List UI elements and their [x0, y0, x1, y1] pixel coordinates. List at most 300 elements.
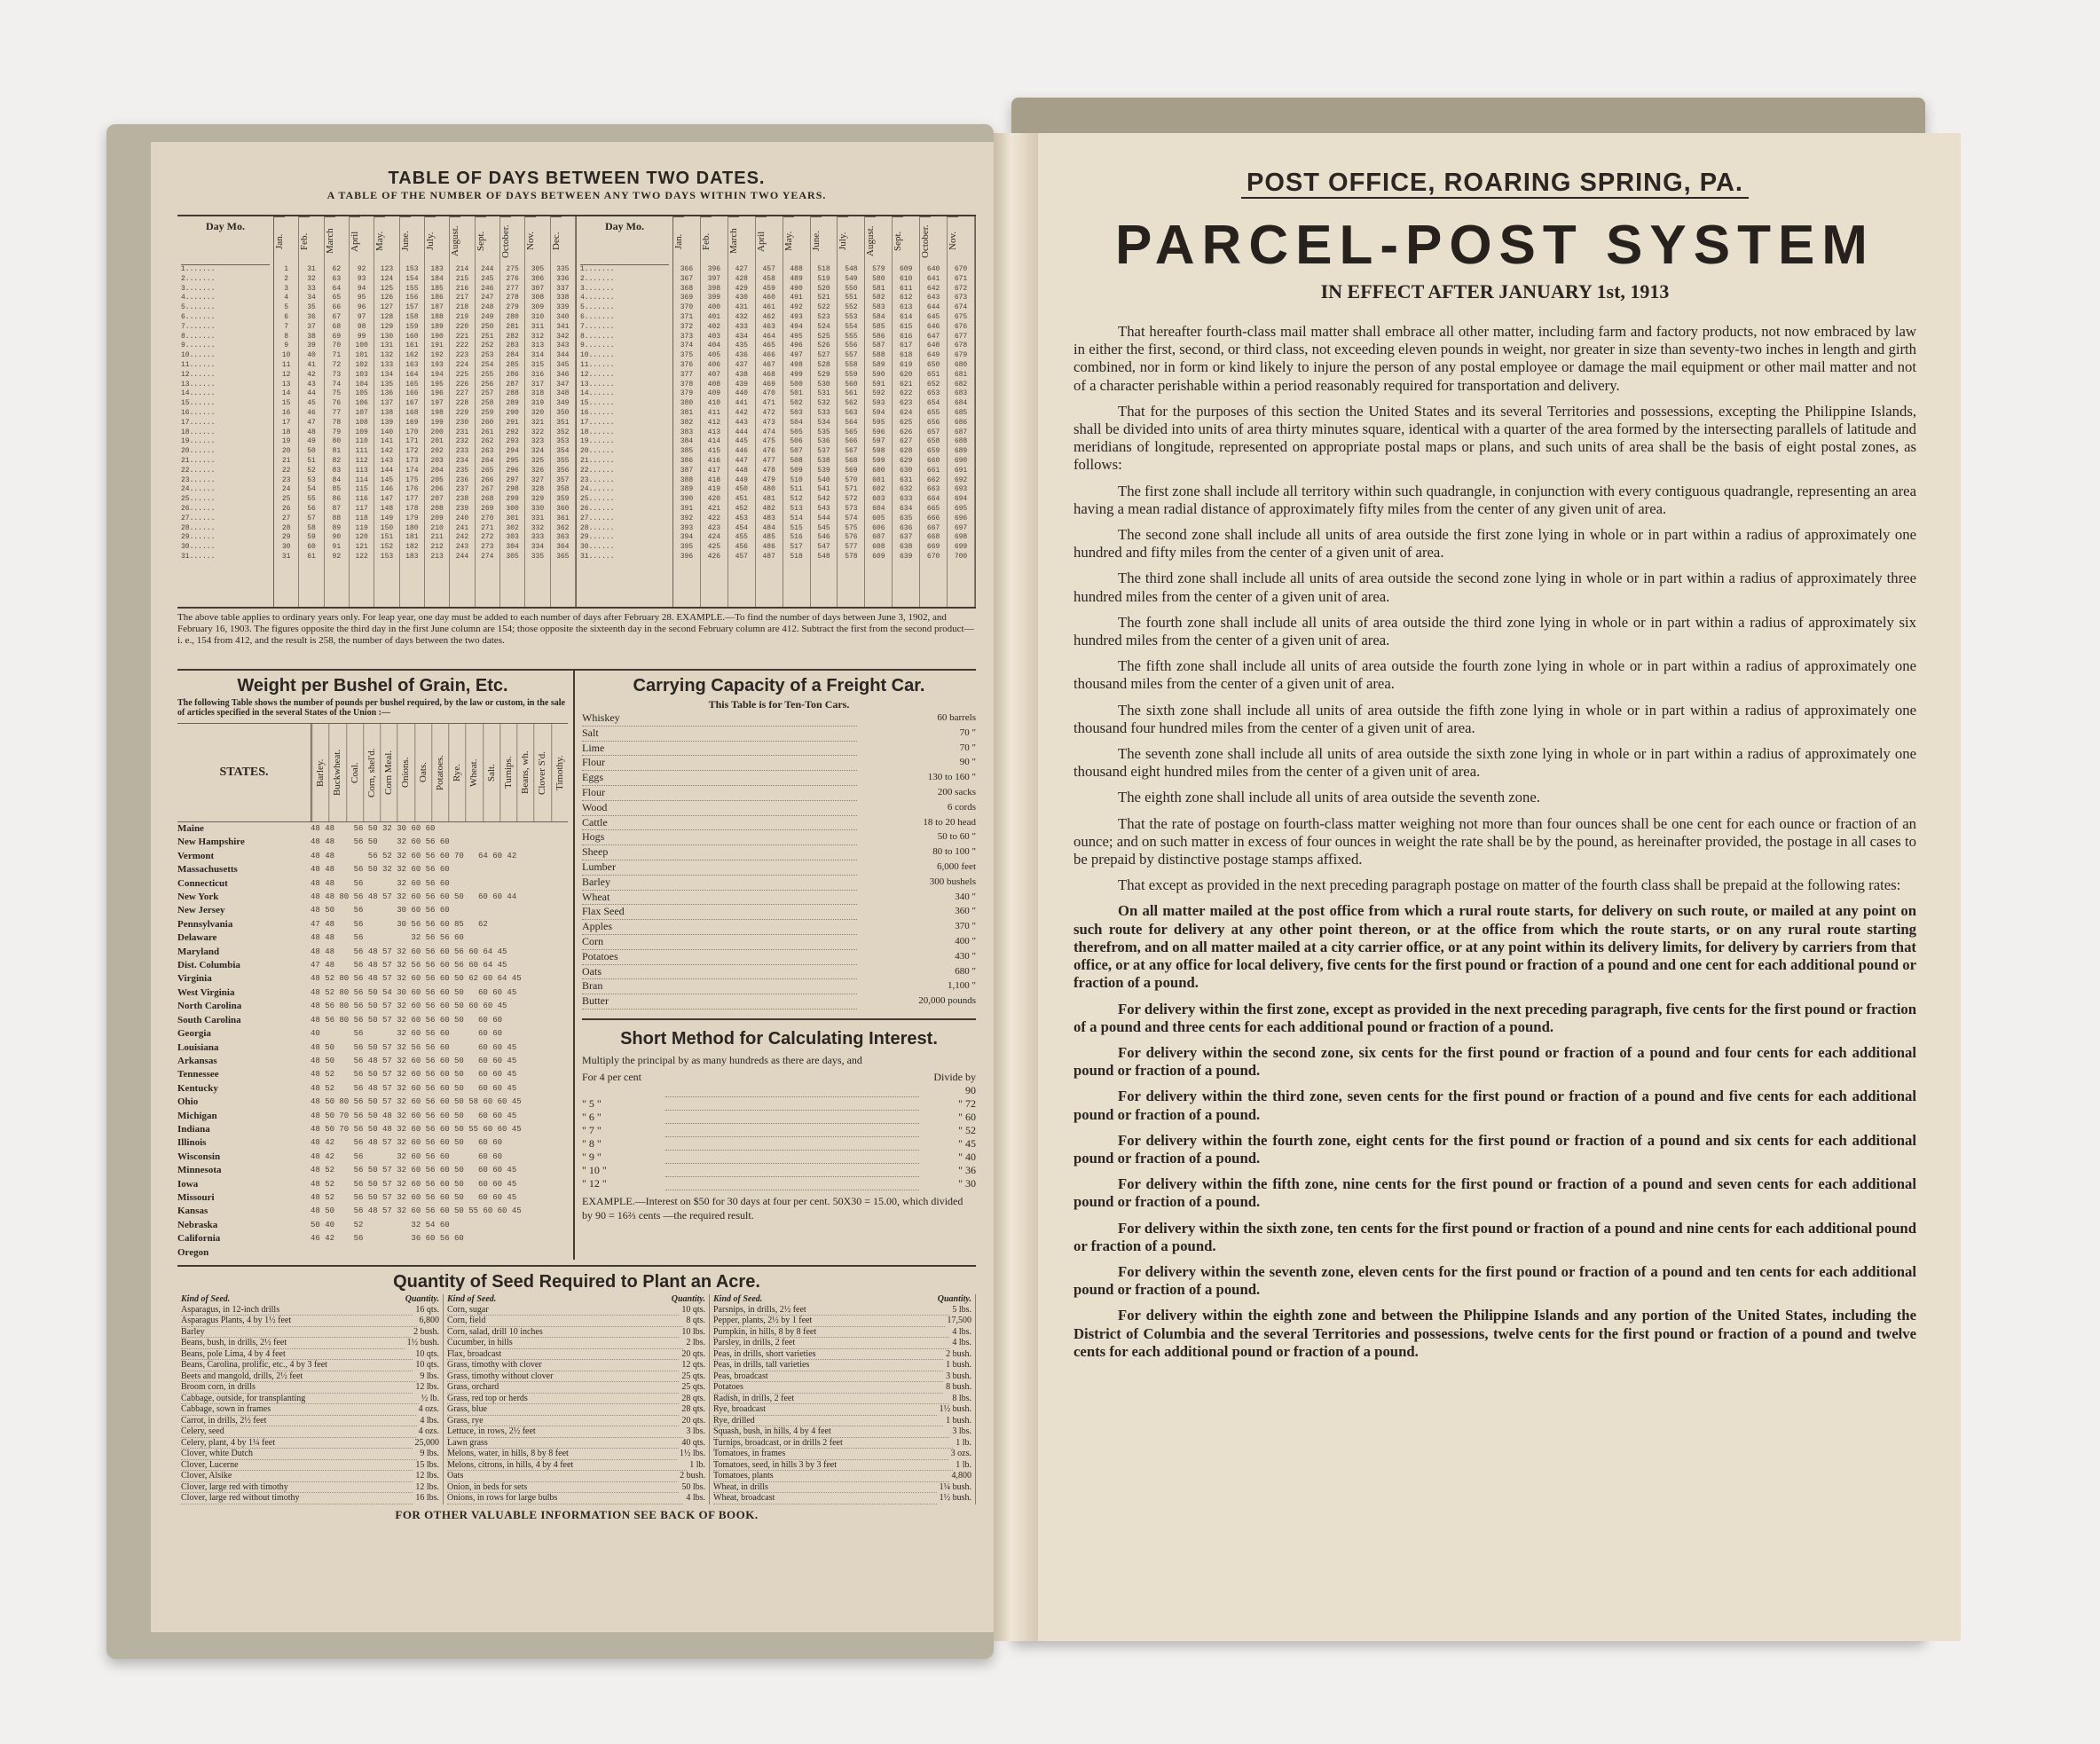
month-values: 335 336 337 338 339 340 341 342 343 344 345 346 347 348 349 350 351 352 353 354 355 356 357 358 359 360 361 362 363 364 365: [556, 265, 570, 561]
seed-qty: 10 qts.: [415, 1348, 439, 1359]
freight-qty: 130 to 160 ": [927, 772, 976, 783]
seed-qty: 4 lbs.: [952, 1326, 971, 1337]
state-name: West Virginia: [177, 986, 235, 998]
seed-qty: 1½ bush.: [939, 1493, 971, 1503]
seed-qty: 28 qts.: [681, 1393, 705, 1403]
body-paragraph: The eighth zone shall include all units of area outside the seventh zone.: [1118, 789, 1540, 806]
seed-row: [447, 1338, 705, 1349]
seed-row: [447, 1460, 705, 1472]
state-list: [177, 822, 568, 1260]
seed-kind: Beets and mangold, drills, 2½ feet: [181, 1371, 417, 1383]
month-column: [551, 216, 576, 607]
seed-kind: Corn, sugar: [447, 1305, 679, 1316]
interest-divisor: " 60: [958, 1110, 976, 1123]
seed-row: [713, 1471, 971, 1482]
freight-qty: 6,000 feet: [937, 860, 976, 872]
month-header: June.: [400, 216, 411, 265]
freight-item: Salt: [582, 727, 857, 742]
grain-column-header: Salt.: [483, 724, 499, 821]
grain-column-header: Potatoes.: [431, 724, 448, 821]
freight-qty: 6 cords: [947, 801, 976, 813]
month-header: Jan.: [673, 216, 684, 265]
seed-qty-header: Quantity.: [405, 1294, 439, 1304]
seed-kind: Onion, in beds for sets: [447, 1482, 679, 1494]
leader-dots: [665, 1151, 919, 1164]
interest-example: EXAMPLE.—Interest on $50 for 30 days at four per cent. 50X30 = 15.00, which divided by 90 = 16⅔ cents —the required result.: [582, 1194, 963, 1222]
grain-header: [177, 723, 568, 822]
rate-paragraph: For delivery within the eighth zone and between the Philippine Islands and any portion of the United States, including the District of Columbia and the several Territories and possessions, twelve cents for the first pound or fraction of a pound and twelve cents for each additional pound or fraction of a pound.: [1074, 1307, 1916, 1360]
seed-row: [181, 1471, 439, 1482]
seed-row: [713, 1460, 971, 1472]
interest-rate: " 6 ": [582, 1110, 602, 1123]
seed-kind: Onions, in rows for large bulbs: [447, 1493, 683, 1504]
interest-divisor: Divide by 90: [933, 1070, 976, 1096]
interest-row: [582, 1124, 976, 1137]
seed-kind: Clover, white Dutch: [181, 1449, 417, 1460]
seed-kind: Peas, in drills, short varieties: [713, 1349, 943, 1361]
freight-item: Potatoes: [582, 950, 857, 965]
freight-qty: 18 to 20 head: [923, 816, 976, 828]
grain-column-header: Buckwheat.: [328, 724, 345, 821]
interest-row: [582, 1151, 976, 1164]
seed-kind: Melons, water, in hills, 8 by 8 feet: [447, 1449, 677, 1460]
grain-column-header: Wheat.: [465, 724, 482, 821]
seed-qty: 10 qts.: [681, 1304, 705, 1315]
month-column: [450, 216, 475, 607]
left-footer: FOR OTHER VALUABLE INFORMATION SEE BACK OF BOOK.: [395, 1507, 759, 1521]
page-title: PARCEL-POST SYSTEM: [1115, 215, 1875, 276]
interest-row: [582, 1111, 976, 1124]
state-name: Kentucky: [177, 1082, 218, 1094]
seed-qty: 2 bush.: [946, 1348, 971, 1359]
interest-rate: For 4 per cent: [582, 1070, 641, 1083]
month-header: Feb.: [701, 216, 712, 265]
seed-kind: Pumpkin, in hills, 8 by 8 feet: [713, 1327, 949, 1339]
days-table-left: [177, 216, 577, 607]
seed-title: Quantity of Seed Required to Plant an Acre.: [393, 1272, 760, 1292]
month-column: [350, 216, 374, 607]
month-columns-left: [274, 216, 576, 607]
seed-qty: 3 bush.: [946, 1371, 971, 1381]
state-name: Vermont: [177, 850, 215, 861]
seed-kind: Asparagus Plants, 4 by 1½ feet: [181, 1316, 417, 1327]
seed-qty: 25 qts.: [681, 1382, 705, 1392]
freight-item: Hogs: [582, 830, 857, 845]
seed-row: [447, 1416, 705, 1427]
freight-row: [582, 786, 976, 801]
seed-qty: 2 bush.: [413, 1326, 439, 1337]
rate-paragraph: For delivery within the second zone, six cents for the first pound or fraction of a pound and four cents for each additional pound or fraction of a pound.: [1074, 1043, 1916, 1080]
seed-row: [181, 1338, 439, 1349]
interest-divisor: " 40: [958, 1150, 976, 1163]
freight-row: [582, 891, 976, 906]
body-paragraph: The seventh zone shall include all units of area outside the sixth zone lying in whole or in part within a radius of approximately one thousand eight hundred miles from the center of a given unit of area.: [1074, 745, 1916, 781]
seed-qty: 4 lbs.: [952, 1338, 971, 1347]
seed-row: [713, 1416, 971, 1427]
seed-row: [713, 1404, 971, 1416]
seed-qty: 25 qts.: [681, 1371, 705, 1381]
grain-column-header: Corn Meal.: [380, 724, 397, 821]
seed-kind: Rye, broadcast: [713, 1404, 937, 1416]
seed-qty: 15 lbs.: [415, 1459, 439, 1470]
freight-qty: 400 ": [955, 935, 976, 947]
seed-qty: 3 lbs.: [952, 1426, 971, 1436]
days-table-title: TABLE OF DAYS BETWEEN TWO DATES.: [388, 169, 766, 188]
effective-date: IN EFFECT AFTER JANUARY 1st, 1913: [1320, 280, 1670, 302]
post-office-header-text: POST OFFICE, ROARING SPRING, PA.: [1241, 169, 1749, 199]
seed-row: [447, 1327, 705, 1339]
seed-qty: 40 qts.: [681, 1437, 705, 1448]
seed-kind: Carrot, in drills, 2½ feet: [181, 1416, 417, 1427]
seed-row: [447, 1316, 705, 1327]
month-column: [274, 216, 299, 607]
seed-row: [447, 1305, 705, 1316]
seed-column-header: [447, 1294, 705, 1305]
month-values: 214 215 216 217 218 219 220 221 222 223 224 225 226 227 228 229 230 231 232 233 234 235 236 237 238 239 240 241 242 243 244: [455, 265, 469, 561]
day-column: [577, 216, 673, 607]
freight-item: Flour: [582, 756, 857, 771]
freight-item: Wood: [582, 801, 857, 816]
seed-qty: 1 lb.: [956, 1437, 971, 1448]
month-values: 518 519 520 521 522 523 524 525 526 527 528 529 530 531 532 533 534 535 536 537 538 539 540 541 542 543 544 545 546 547 548: [817, 265, 830, 561]
seed-kind: Potatoes: [713, 1382, 943, 1394]
freight-item: Wheat: [582, 891, 857, 906]
month-header: Feb.: [299, 216, 310, 265]
freight-row: [582, 845, 976, 860]
interest-rate: " 9 ": [582, 1150, 602, 1163]
state-name: Illinois: [177, 1137, 207, 1149]
seed-kind: Grass, timothy with clover: [447, 1360, 679, 1371]
month-header: Sept.: [893, 216, 903, 265]
body-paragraph: The fifth zone shall include all units of area outside the fourth zone lying in whole or in part within a radius of approximately one thousand miles from the center of a given unit of area.: [1074, 657, 1916, 693]
freight-item: Lumber: [582, 860, 857, 876]
seed-qty: 12 lbs.: [415, 1481, 439, 1492]
month-values: 609 610 611 612 613 614 615 616 617 618 619 620 621 622 623 624 625 626 627 628 629 630 631 632 633 634 635 636 637 638 639: [900, 265, 913, 561]
seed-row: [181, 1493, 439, 1504]
freight-qty: 1,100 ": [948, 980, 976, 992]
seed-qty: 12 qts.: [681, 1360, 705, 1370]
rate-paragraph: For delivery within the fourth zone, eight cents for the first pound or fraction of a pound and six cents for each additional pound or fraction of a pound.: [1074, 1131, 1916, 1167]
state-name: Iowa: [177, 1178, 199, 1190]
interest-rate: " 12 ": [582, 1176, 607, 1190]
state-name: Pennsylvania: [177, 918, 233, 930]
month-values: 62 63 64 65 66 67 68 69 70 71 72 73 74 75 76 77 78 79 80 81 82 83 84 85 86 87 88 89 90 91 92: [332, 265, 342, 561]
seed-qty: 50 lbs.: [681, 1481, 705, 1492]
seed-qty: 20 qts.: [681, 1415, 705, 1426]
seed-row: [447, 1493, 705, 1504]
seed-row: [181, 1394, 439, 1405]
freight-qty: 50 to 60 ": [937, 831, 976, 843]
seed-kind: Grass, timothy without clover: [447, 1371, 679, 1383]
month-header: August.: [865, 216, 876, 265]
seed-qty: 4 ozs.: [418, 1404, 439, 1414]
leader-dots: [665, 1124, 919, 1137]
state-name: Ohio: [177, 1096, 199, 1108]
seed-row: [713, 1360, 971, 1371]
seed-row: [181, 1316, 439, 1327]
seed-row: [447, 1394, 705, 1405]
freight-row: [582, 994, 976, 1009]
freight-subtitle: This Table is for Ten-Ton Cars.: [708, 698, 850, 711]
month-column: [525, 216, 550, 607]
grain-title: Weight per Bushel of Grain, Etc.: [237, 676, 508, 695]
interest-rate: " 8 ": [582, 1136, 602, 1150]
month-column: [811, 216, 838, 607]
seed-kind: Cabbage, sown in frames: [181, 1404, 416, 1416]
seed-kind: Lawn grass: [447, 1438, 679, 1449]
freight-qty: 340 ": [955, 891, 976, 902]
grain-column-header: Timothy.: [551, 724, 568, 821]
seed-row: [447, 1360, 705, 1371]
state-name: Missouri: [177, 1191, 215, 1203]
freight-item: Cattle: [582, 816, 857, 831]
month-values: 548 549 550 551 552 553 554 555 556 557 558 559 560 561 562 563 564 565 566 567 568 569 570 571 572 573 574 575 576 577 578: [845, 265, 858, 561]
state-name: Wisconsin: [177, 1151, 221, 1162]
seed-kind: Wheat, broadcast: [713, 1493, 937, 1504]
state-name: Louisiana: [177, 1041, 219, 1053]
seed-row: [447, 1404, 705, 1416]
seed-qty: 17,500: [947, 1316, 971, 1325]
freight-row: [582, 979, 976, 994]
freight-item: Bran: [582, 979, 857, 994]
open-book: [106, 98, 1925, 1659]
month-values: 488 489 490 491 492 493 494 495 496 497 498 499 500 501 502 503 504 505 506 507 508 509 510 511 512 513 514 515 516 517 518: [790, 265, 803, 561]
grain-column-header: Rye.: [448, 724, 465, 821]
seed-qty: 20 qts.: [681, 1348, 705, 1359]
month-values: 244 245 246 247 248 249 250 251 252 253 254 255 256 257 258 259 260 261 262 263 264 265 266 267 268 269 270 271 272 273 274: [481, 265, 494, 561]
state-values: 48 48 56 50 32 30 60 60 48 48 56 50 32 60 56 60 48 48 56 52 32 60 56 60 70 64 60 42 48 48 56 50 32 32 60 56 60 48 48 56 32 60 56 60 48 48 80 56 48 57 32 60 56 60 50 60 60 44 48 50 56 30 60 56 60 47 48 56 30 56 56 60 85 62 48 48 56 32 56 56 60 48 48 56 48 57 32 60 56 60 56 60 64 45 47 48 56 48 57 32 56 56 60 56 60 64 45 48 52 80 56 48 57 32 60 56 60 50 62 60 64 45 48 52 80 56 50 54 30 60 56 60 50 60 60 45 48 56 80 56 50 57 32 60 56 60 50 60 60 45 48 56 80 56 50 57 32 60 56 60 50 60 60 40 56 32 60 56 60 60 60 48 50 56 50 57 32 56 56 60 60 60 45 48 50 56 48 57 32 60 56 60 50 60 60 45 48 52 56 50 57 32 60 56 60 50 60 60 45 48 52 56 48 57 32 60 56 60 50 60 60 45 48 50 80 56 50 57 32 60 56 60 50 58 60 60 45 48 50 70 56 50 48 32 60 56 60 50 60 60 45 48 50 70 56 50 48 32 60 56 60 50 55 60 60 45 48 42 56 48 57 32 60 56 60 50 60 60 48 42 56 32 60 56 60 60 60 48 52 56 50 57 32 60 56 60 50 60 60 45 48 52 56 50 57 32 60 56 60 50 60 60 45 48 52 56 50 57 32 60 56 60 50 60 60 45 48 50 56 48 57 32 60 56 60 50 55 60 60 45 50 40 52 32 54 60 46 42 56 36 60 56 60: [311, 824, 522, 1244]
body-paragraph: The fourth zone shall include all units of area outside the third zone lying in whole or in part within a radius of approximately six hundred miles from the center of a given unit of area.: [1074, 613, 1916, 649]
month-values: 579 580 581 582 583 584 585 586 587 588 589 590 591 592 593 594 595 596 597 598 599 600 601 602 603 604 605 606 607 608 609: [872, 265, 885, 561]
seed-qty-header: Quantity.: [937, 1294, 971, 1304]
day-header: Day Mo.: [580, 220, 669, 265]
days-table-note: The above table applies to ordinary years only. For leap year, one day must be added to each number of days after February 28. EXAMPLE.—To find the number of days between June 3, 1902, and February 16, 1903. The figures opposite the third day in the first June column are 154; those opposite the sixteenth day in the second February column are 412. Subtract the first from the second product—i. e., 154 from 412, and the result is 258, the number of days between the two dates.: [177, 612, 974, 646]
freight-item: Barley: [582, 876, 857, 891]
day-column: [177, 216, 274, 607]
freight-item: Flour: [582, 786, 857, 801]
month-values: 31 32 33 34 35 36 37 38 39 40 41 42 43 44 45 46 47 48 49 50 51 52 53 54 55 56 57 58 59 60 61: [307, 265, 316, 561]
seed-row: [447, 1426, 705, 1438]
grain-column-header: Oats.: [414, 724, 431, 821]
parcel-post-body: [1074, 323, 1916, 1361]
state-name: New Hampshire: [177, 837, 245, 848]
seed-row: [447, 1371, 705, 1383]
month-column: [673, 216, 701, 607]
seed-qty: 4 lbs.: [420, 1415, 439, 1426]
seed-row: [713, 1426, 971, 1438]
freight-item: Whiskey: [582, 711, 857, 727]
month-values: 670 671 672 673 674 675 676 677 678 679 680 681 682 683 684 685 686 687 688 689 690 691 692 693 694 695 696 697 698 699 700: [954, 265, 968, 561]
body-paragraph: That hereafter fourth-class mail matter shall embrace all other matter, including farm and factory products, not now embraced by law in either the first, second, or third class, not exceeding eleven pounds in weight, nor greater in size than seventy-two inches in length and girth combined, nor in form or kind likely to injure the person of any postal employee or damage the mail equipment or other mail matter and not of a character perishable within a period reasonably required for transportation and delivery.: [1074, 323, 1916, 394]
right-page: [1038, 133, 1961, 1641]
body-paragraph: The third zone shall include all units of area outside the second zone lying in whole or in part within a radius of approximately three hundred miles from the center of a given unit of area.: [1074, 570, 1916, 605]
body-paragraph: That the rate of postage on fourth-class matter weighing not more than four ounces shall be one cent for each ounce or fraction of an ounce; and on such matter in excess of four ounces in weight the rate shall be by the pound, as hereinafter provided, the postage in all cases to be prepaid by distinctive postage stamps affixed.: [1074, 814, 1916, 868]
month-column: [920, 216, 948, 607]
month-column: [838, 216, 865, 607]
seed-qty: 16 qts.: [415, 1304, 439, 1315]
freight-qty: 70 ": [959, 727, 976, 738]
seed-row: [181, 1426, 439, 1438]
days-table: [177, 215, 976, 609]
leader-dots: [665, 1111, 919, 1124]
seed-row: [713, 1349, 971, 1361]
seed-column: [710, 1294, 976, 1504]
seed-kind: Celery, seed: [181, 1426, 416, 1438]
seed-qty: 1¼ bush.: [939, 1481, 971, 1492]
grain-column-header: Corn, shel'd.: [363, 724, 380, 821]
seed-row: [447, 1349, 705, 1361]
month-column: [325, 216, 350, 607]
seed-kind: Cabbage, outside, for transplanting: [181, 1394, 419, 1405]
seed-row: [181, 1327, 439, 1339]
body-paragraph: That for the purposes of this section the United States and its several Territories and possessions, excepting the Philippine Islands, shall be divided into units of area thirty minutes square, identical with a quarter of the area formed by the intersecting parallels of latitude and meridians of longitude, represented on appropriate postal maps or plans, and such units of area shall be the basis of eight postal zones, as follows:: [1074, 402, 1916, 474]
interest-rate: " 5 ": [582, 1096, 602, 1110]
seed-qty: 8 bush.: [946, 1382, 971, 1392]
month-header: Nov.: [948, 216, 958, 265]
freight-qty: 80 to 100 ": [932, 846, 976, 858]
seed-kind: Barley: [181, 1327, 411, 1339]
month-header: October.: [500, 216, 511, 265]
rate-paragraph: For delivery within the seventh zone, eleven cents for the first pound or fraction of a pound and ten cents for each additional pound or fraction of a pound.: [1074, 1262, 1916, 1299]
interest-row: [582, 1071, 976, 1097]
days-table-right: [577, 216, 976, 607]
grain-column-header: Beans, wh.: [516, 724, 533, 821]
seed-row: [447, 1382, 705, 1394]
interest-row: [582, 1164, 976, 1177]
seed-row: [181, 1360, 439, 1371]
month-values: 92 93 94 95 96 97 98 99 100 101 102 103 104 105 106 107 108 109 110 111 112 113 114 115 116 117 118 119 120 121 122: [355, 265, 368, 561]
state-names: [177, 822, 311, 1260]
seed-row: [181, 1416, 439, 1427]
seed-column: [444, 1294, 710, 1504]
seed-row: [181, 1438, 439, 1449]
seed-kind: Grass, rye: [447, 1416, 679, 1427]
interest-divisor: " 52: [958, 1123, 976, 1136]
interest-rows: [582, 1071, 976, 1190]
body-paragraph: The first zone shall include all territory within such quadrangle, in conjunction with every contiguous quadrangle, representing an area having a mean radial distance of approximately fifty miles from the center of any given unit of area.: [1074, 482, 1916, 517]
month-header: Dec.: [551, 216, 562, 265]
month-header: July.: [838, 216, 848, 265]
seed-kind: Asparagus, in 12-inch drills: [181, 1305, 413, 1316]
state-name: Maine: [177, 823, 204, 834]
month-values: 457 458 459 460 461 462 463 464 465 466 467 468 469 470 471 472 473 474 475 476 477 478 479 480 481 482 483 484 485 486 487: [762, 265, 775, 561]
seed-qty: 6,800: [419, 1316, 439, 1325]
month-header: Jan.: [274, 216, 285, 265]
month-header: Nov.: [525, 216, 536, 265]
month-values: 1 2 3 4 5 6 7 8 9 10 11 12 13 14 15 16 17 18 19 20 21 22 23 24 25 26 27 28 29 30 31: [281, 265, 291, 561]
freight-item: Apples: [582, 920, 857, 935]
seed-row: [713, 1382, 971, 1394]
rate-paragraph: On all matter mailed at the post office from which a rural route starts, for delivery on such route, or mailed at any point on such route for delivery at any other point thereon, or at the office from which the route starts, or on any rural route starting therefrom, and on all matter mailed at a city carrier office, or at any point within its delivery limits, for delivery by carriers from that office, or at any office for local delivery, five cents for the first pound or fraction of a pound and one cent for each additional pound or fraction of a pound.: [1074, 902, 1916, 992]
freight-qty: 430 ": [955, 950, 976, 962]
freight-row: [582, 756, 976, 771]
state-name: Maryland: [177, 946, 220, 957]
month-values: 305 306 307 308 309 310 311 312 313 314 315 316 317 318 319 320 321 322 323 324 325 326 327 328 329 330 331 332 333 334 335: [531, 265, 545, 561]
interest-title: Short Method for Calculating Interest.: [620, 1028, 938, 1049]
freight-item: Lime: [582, 742, 857, 757]
freight-row: [582, 727, 976, 742]
freight-qty: 680 ": [955, 965, 976, 977]
interest-row: [582, 1177, 976, 1190]
freight-item: Corn: [582, 935, 857, 950]
month-column: [500, 216, 525, 607]
seed-qty: 3 ozs.: [950, 1449, 971, 1458]
seed-kind: Beans, bush, in drills, 2½ feet: [181, 1338, 405, 1349]
freight-item: Eggs: [582, 771, 857, 786]
grain-weight-table: [177, 671, 575, 1260]
seed-qty: 2 bush.: [680, 1471, 705, 1481]
seed-qty: 1½ bush.: [939, 1404, 971, 1414]
seed-kind: Grass, blue: [447, 1404, 679, 1416]
interest-rate: " 7 ": [582, 1123, 602, 1136]
seed-kind: Melons, citrons, in hills, 4 by 4 feet: [447, 1460, 687, 1472]
right-column: [575, 671, 976, 1260]
day-numbers: 1....... 2....... 3....... 4....... 5....... 6....... 7....... 8....... 9....... 10...... 11...... 12...... 13...... 14...... 15...... 16...... 17...... 18...... 19...... 20...... 21...... 22...... 23...... 24...... 25...... 26...... 27...... 28...... 29...... 30...... 31......: [580, 265, 615, 561]
freight-qty: 90 ": [959, 757, 976, 768]
seed-kind: Squash, bush, in hills, 4 by 4 feet: [713, 1426, 949, 1438]
day-numbers: 1....... 2....... 3....... 4....... 5....... 6....... 7....... 8....... 9....... 10...... 11...... 12...... 13...... 14...... 15...... 16...... 17...... 18...... 19...... 20...... 21...... 22...... 23...... 24...... 25...... 26...... 27...... 28...... 29...... 30...... 31......: [181, 265, 216, 561]
seed-qty: 4 ozs.: [418, 1426, 439, 1436]
state-name: Michigan: [177, 1110, 217, 1121]
state-name: New Jersey: [177, 905, 225, 916]
month-header: October.: [920, 216, 931, 265]
seed-kind: Flax, broadcast: [447, 1349, 679, 1361]
seed-qty: 1½ lbs.: [679, 1449, 705, 1458]
freight-row: [582, 920, 976, 935]
seed-kind: Clover, Alsike: [181, 1471, 413, 1482]
seed-kind: Tomatoes, in frames: [713, 1449, 948, 1460]
seed-row: [713, 1438, 971, 1449]
freight-qty: 20,000 pounds: [918, 995, 976, 1007]
seed-row: [181, 1371, 439, 1383]
seed-kind: Oats: [447, 1471, 677, 1482]
month-column: [299, 216, 324, 607]
month-values: 123 124 125 126 127 128 129 130 131 132 133 134 135 136 137 138 139 140 141 142 143 144 145 146 147 148 149 150 151 152 153: [380, 265, 394, 561]
seed-qty: 10 lbs.: [681, 1326, 705, 1337]
grain-column-header: Barley.: [311, 724, 328, 821]
interest-rate: " 10 ": [582, 1163, 607, 1176]
seed-row: [713, 1316, 971, 1327]
seed-qty: 8 lbs.: [952, 1393, 971, 1403]
freight-row: [582, 905, 976, 920]
seed-row: [447, 1482, 705, 1494]
month-column: [374, 216, 399, 607]
freight-row: [582, 860, 976, 876]
state-name: Massachusetts: [177, 864, 238, 876]
seed-qty: 25,000: [414, 1437, 439, 1448]
seed-columns: [177, 1294, 976, 1504]
state-name: New York: [177, 892, 219, 903]
rate-paragraph: For delivery within the third zone, seven cents for the first pound or fraction of a pound and five cents for each additional pound or fraction of a pound.: [1074, 1088, 1916, 1123]
month-columns-right: [673, 216, 975, 607]
seed-row: [713, 1394, 971, 1405]
seed-kind: Cucumber, in hills: [447, 1338, 683, 1349]
month-header: May.: [374, 216, 385, 265]
seed-qty: 9 lbs.: [420, 1449, 439, 1458]
grain-description: The following Table shows the number of pounds per bushel required, by the law or custom, in the sale of articles specified in the several States of the Union :—: [177, 698, 565, 718]
state-name: Tennessee: [177, 1069, 219, 1080]
month-header: March: [325, 216, 335, 265]
month-header: April: [756, 216, 767, 265]
month-column: [783, 216, 811, 607]
seed-qty: 12 lbs.: [415, 1471, 439, 1481]
state-name: Minnesota: [177, 1165, 222, 1176]
seed-row: [713, 1338, 971, 1349]
rate-paragraph: For delivery within the fifth zone, nine cents for the first pound or fraction of a pound and seven cents for each additional pound or fraction of a pound.: [1074, 1175, 1916, 1211]
month-column: [476, 216, 500, 607]
grain-column-header: Onions.: [397, 724, 413, 821]
state-name: Oregon: [177, 1246, 209, 1258]
